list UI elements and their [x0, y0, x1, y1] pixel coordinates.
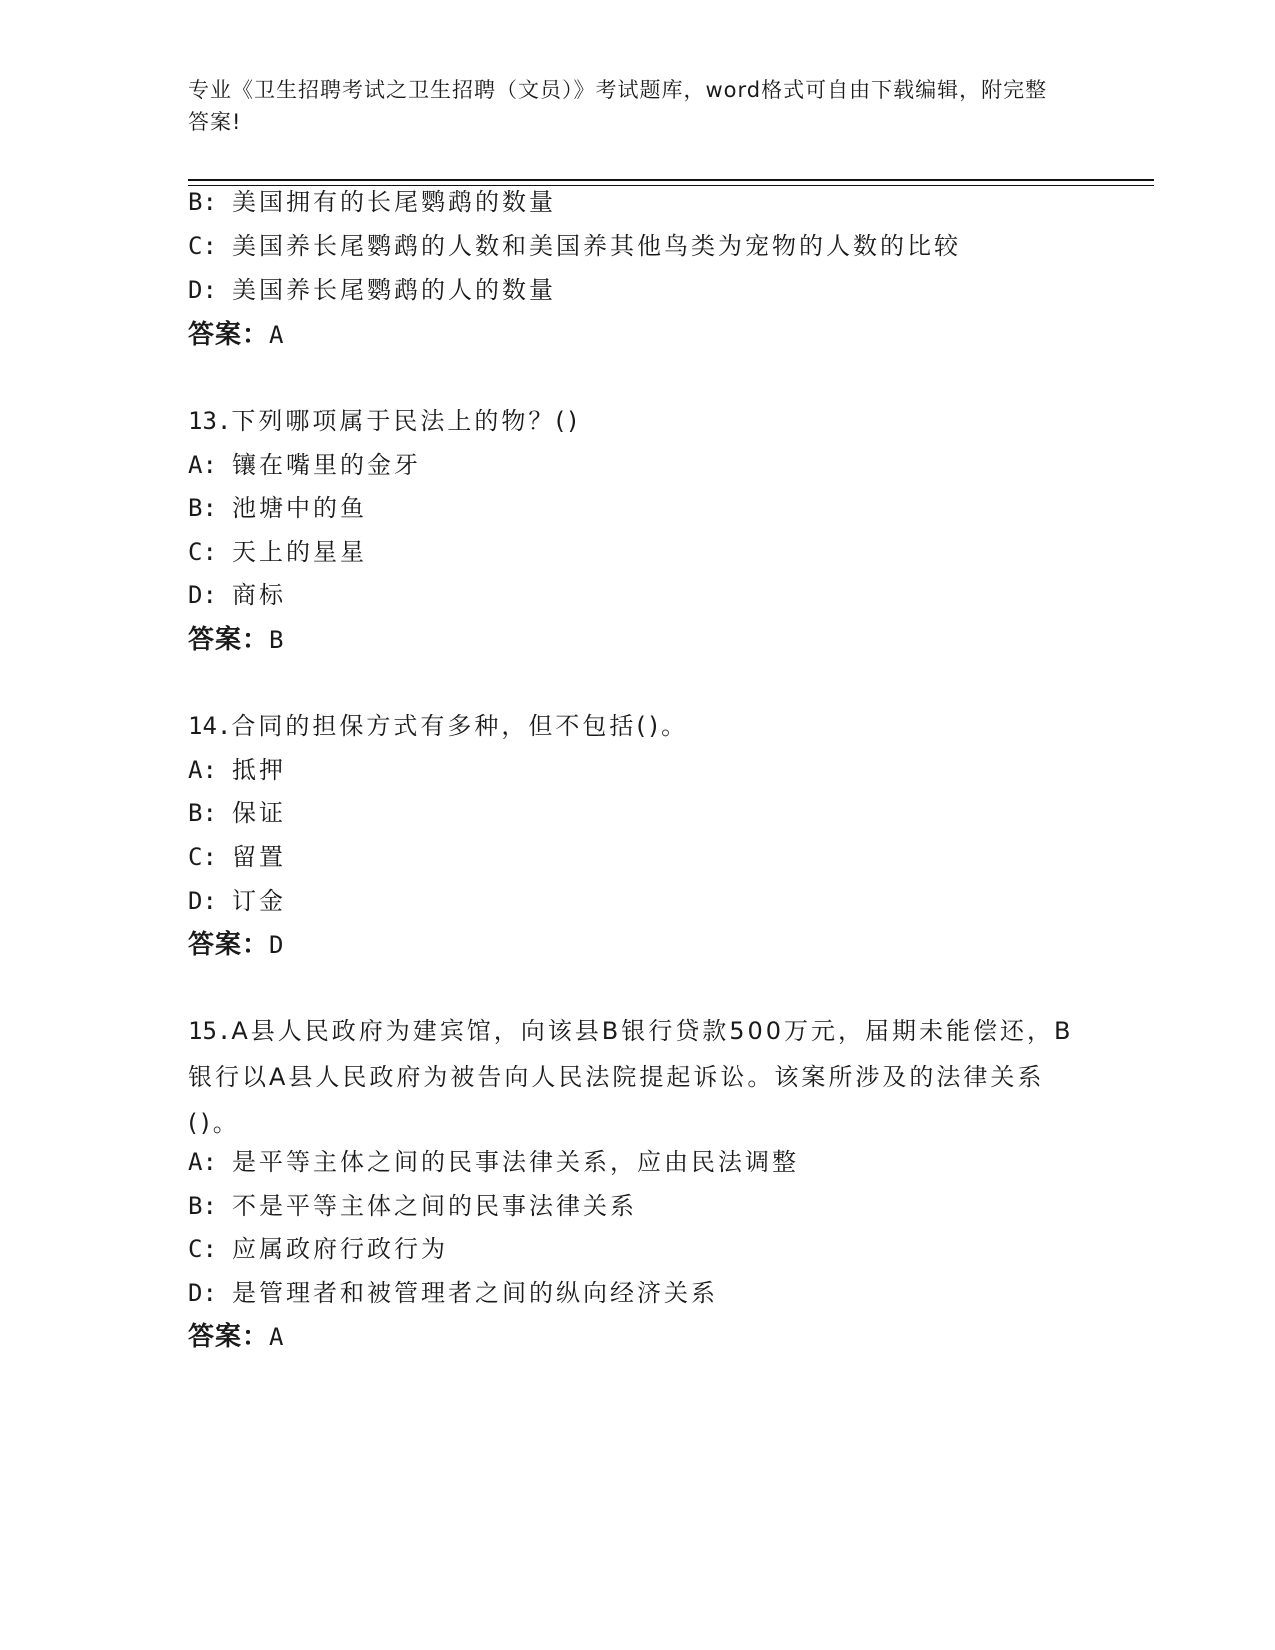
q15-option-c — [188, 1232, 448, 1266]
q13-option-c — [188, 535, 367, 569]
option-text: 是平等主体之间的民事法律关系，应由民法调整 — [232, 1148, 799, 1176]
answer-label: 答案： — [188, 1322, 270, 1352]
option-key: C: — [188, 843, 217, 871]
option-key: A: — [188, 1148, 217, 1176]
q15-option-a — [188, 1145, 799, 1179]
question-number: 13. — [188, 407, 232, 435]
answer-label: 答案： — [188, 625, 270, 655]
option-key: D: — [188, 887, 217, 915]
q14-option-a — [188, 753, 286, 787]
option-key: C: — [188, 232, 217, 260]
option-key: B: — [188, 188, 217, 216]
q14-stem — [188, 709, 688, 743]
question-stem: A县人民政府为建宾馆，向该县B银行贷款500万元，届期未能偿还，B银行以A县人民政府为被告向人民法院提起诉讼。该案所涉及的法律关系()。 — [188, 1017, 1074, 1137]
option-key: B: — [188, 494, 217, 522]
option-text: 应属政府行政行为 — [232, 1235, 448, 1263]
option-text: 不是平等主体之间的民事法律关系 — [232, 1192, 637, 1220]
option-text: 保证 — [232, 799, 286, 827]
q14-option-d — [188, 884, 286, 918]
option-key: D: — [188, 1279, 217, 1307]
answer-value: A — [269, 321, 285, 349]
q12-option-d — [188, 273, 556, 307]
option-text: 商标 — [232, 581, 286, 609]
answer-label: 答案： — [188, 320, 270, 350]
option-text: 天上的星星 — [232, 538, 367, 566]
question-number: 14. — [188, 712, 232, 740]
option-text: 美国养长尾鹦鹉的人的数量 — [232, 276, 556, 304]
q15-stem — [188, 1008, 1088, 1146]
option-key: A: — [188, 451, 217, 479]
option-key: A: — [188, 756, 217, 784]
header-divider-top — [188, 179, 1154, 181]
q13-answer — [188, 623, 284, 657]
option-key: C: — [188, 538, 217, 566]
q12-option-c — [188, 229, 961, 263]
option-key: C: — [188, 1235, 217, 1263]
option-text: 镶在嘴里的金牙 — [232, 451, 421, 479]
q12-answer — [188, 318, 284, 352]
option-text: 美国养长尾鹦鹉的人数和美国养其他鸟类为宠物的人数的比较 — [232, 232, 961, 260]
option-text: 美国拥有的长尾鹦鹉的数量 — [232, 188, 556, 216]
option-key: D: — [188, 581, 217, 609]
q15-answer — [188, 1320, 284, 1354]
q13-option-a — [188, 448, 421, 482]
q14-answer — [188, 928, 284, 962]
answer-label: 答案： — [188, 930, 270, 960]
option-text: 是管理者和被管理者之间的纵向经济关系 — [232, 1279, 718, 1307]
option-key: D: — [188, 276, 217, 304]
question-stem: 合同的担保方式有多种，但不包括()。 — [231, 712, 689, 740]
option-key: B: — [188, 1192, 217, 1220]
option-text: 订金 — [232, 887, 286, 915]
q14-option-c — [188, 840, 286, 874]
answer-value: D — [269, 931, 285, 959]
q12-option-b — [188, 185, 556, 219]
document-header: 专业《卫生招聘考试之卫生招聘（文员）》考试题库，word格式可自由下载编辑，附完整答案! — [188, 78, 1048, 134]
option-text: 池塘中的鱼 — [232, 494, 367, 522]
option-text: 留置 — [232, 843, 286, 871]
question-stem: 下列哪项属于民法上的物？() — [231, 407, 581, 435]
answer-value: A — [269, 1323, 285, 1351]
question-number: 15. — [188, 1017, 232, 1045]
answer-value: B — [269, 626, 285, 654]
option-text: 抵押 — [232, 756, 286, 784]
q15-option-b — [188, 1189, 637, 1223]
q13-option-d — [188, 578, 286, 612]
q13-option-b — [188, 491, 367, 525]
option-key: B: — [188, 799, 217, 827]
q13-stem — [188, 404, 580, 438]
q15-option-d — [188, 1276, 718, 1310]
q14-option-b — [188, 796, 286, 830]
